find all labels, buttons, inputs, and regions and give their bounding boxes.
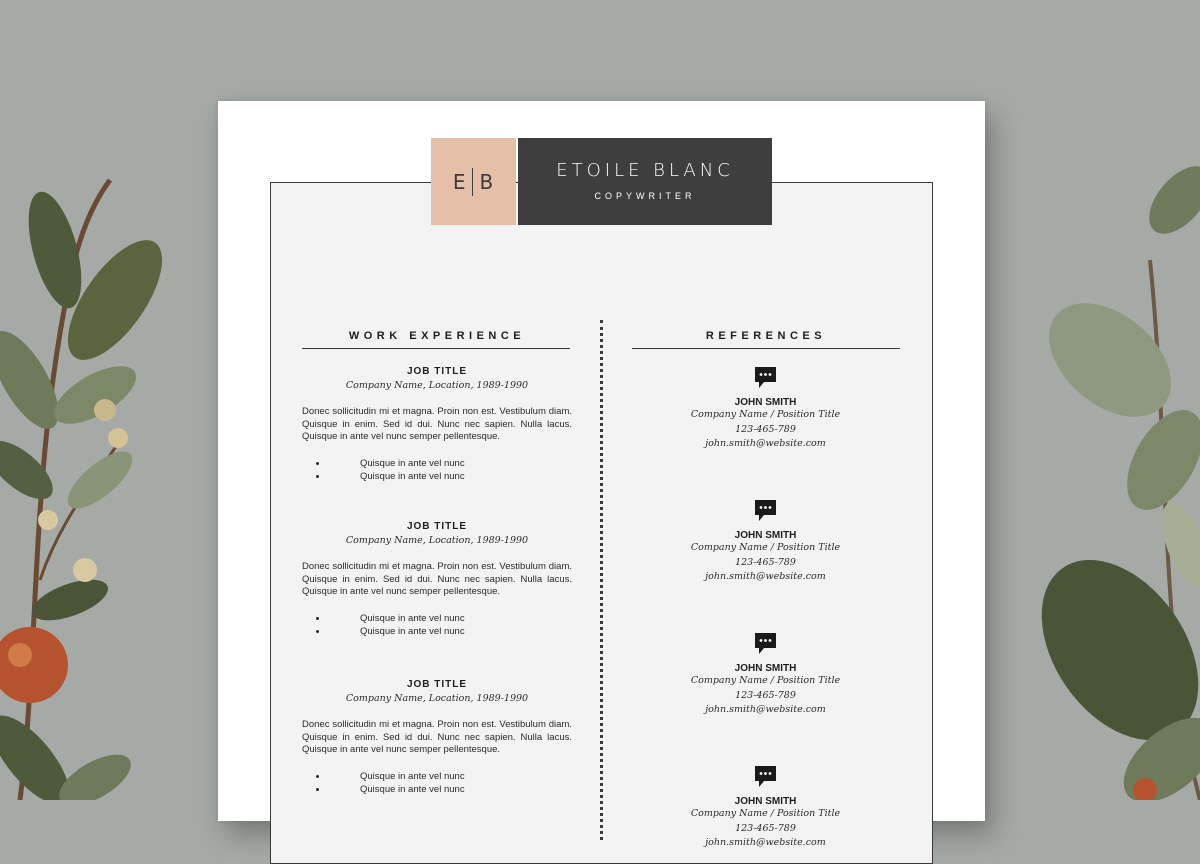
reference-position: Company Name / Position Title xyxy=(690,409,841,420)
job-description: Donec sollicitudin mi et magna. Proin non est. Vestibulum diam. Quisque in enim. Sed id dui. Nunc nec sapien. Nulla lacus. Quisque in ante vel nunc semper pellentesque. xyxy=(302,406,572,442)
job-bullet: • Quisque in ante vel nunc xyxy=(328,470,572,483)
monogram-left-letter: E xyxy=(452,169,467,194)
column-divider xyxy=(600,320,603,840)
job-bullets xyxy=(302,770,572,796)
reference-position: Company Name / Position Title xyxy=(690,675,841,686)
job-bullets xyxy=(302,457,572,483)
job-company: Company Name, Location, 1989-1990 xyxy=(345,535,529,546)
reference-entry xyxy=(633,766,898,851)
speech-bubble-icon xyxy=(755,500,776,521)
candidate-name: ETOILE BLANC xyxy=(556,160,734,181)
speech-bubble-icon xyxy=(755,367,776,388)
reference-position: Company Name / Position Title xyxy=(690,542,841,553)
botanical-illustration-right xyxy=(980,0,1200,800)
job-bullet: • Quisque in ante vel nunc xyxy=(328,770,572,783)
reference-name: JOHN SMITH xyxy=(734,663,797,674)
references-heading-rule xyxy=(632,348,900,349)
job-bullet: • Quisque in ante vel nunc xyxy=(328,457,572,470)
work-experience-heading: WORK EXPERIENCE xyxy=(348,330,526,342)
reference-email: john.smith@website.com xyxy=(705,571,826,582)
reference-entry xyxy=(633,633,898,718)
resume-sheet xyxy=(218,101,985,848)
job-title: JOB TITLE xyxy=(406,366,468,377)
reference-phone: 123-465-789 xyxy=(735,822,796,834)
speech-bubble-icon xyxy=(755,633,776,654)
job-entry xyxy=(302,366,572,483)
reference-name: JOHN SMITH xyxy=(734,397,797,408)
job-description: Donec sollicitudin mi et magna. Proin non est. Vestibulum diam. Quisque in enim. Sed id dui. Nunc nec sapien. Nulla lacus. Quisque in ante vel nunc semper pellentesque. xyxy=(302,719,572,755)
reference-entry xyxy=(633,500,898,585)
job-bullet: • Quisque in ante vel nunc xyxy=(328,783,572,796)
reference-name: JOHN SMITH xyxy=(734,796,797,807)
speech-bubble-icon xyxy=(755,766,776,787)
reference-phone: 123-465-789 xyxy=(735,423,796,435)
job-description: Donec sollicitudin mi et magna. Proin non est. Vestibulum diam. Quisque in enim. Sed id dui. Nunc nec sapien. Nulla lacus. Quisque in ante vel nunc semper pellentesque. xyxy=(302,561,572,597)
job-entry xyxy=(302,679,572,796)
job-bullet: • Quisque in ante vel nunc xyxy=(328,625,572,638)
monogram-logo xyxy=(431,138,516,225)
job-entry xyxy=(302,521,572,638)
reference-position: Company Name / Position Title xyxy=(690,808,841,819)
job-bullets xyxy=(302,612,572,638)
reference-email: john.smith@website.com xyxy=(705,438,826,449)
reference-entry xyxy=(633,367,898,452)
name-header xyxy=(518,138,772,225)
monogram-right-letter: B xyxy=(479,169,495,194)
reference-phone: 123-465-789 xyxy=(735,689,796,701)
work-heading-rule xyxy=(302,348,570,349)
reference-email: john.smith@website.com xyxy=(705,837,826,848)
references-heading: REFERENCES xyxy=(705,330,827,342)
botanical-illustration-left xyxy=(0,0,220,800)
reference-phone: 123-465-789 xyxy=(735,556,796,568)
reference-email: john.smith@website.com xyxy=(705,704,826,715)
job-title: JOB TITLE xyxy=(406,679,468,690)
job-bullet: • Quisque in ante vel nunc xyxy=(328,612,572,625)
monogram-divider xyxy=(472,168,473,196)
job-company: Company Name, Location, 1989-1990 xyxy=(345,693,529,704)
candidate-role: COPYWRITER xyxy=(594,191,696,201)
job-company: Company Name, Location, 1989-1990 xyxy=(345,380,529,391)
reference-name: JOHN SMITH xyxy=(734,530,797,541)
job-title: JOB TITLE xyxy=(406,521,468,532)
